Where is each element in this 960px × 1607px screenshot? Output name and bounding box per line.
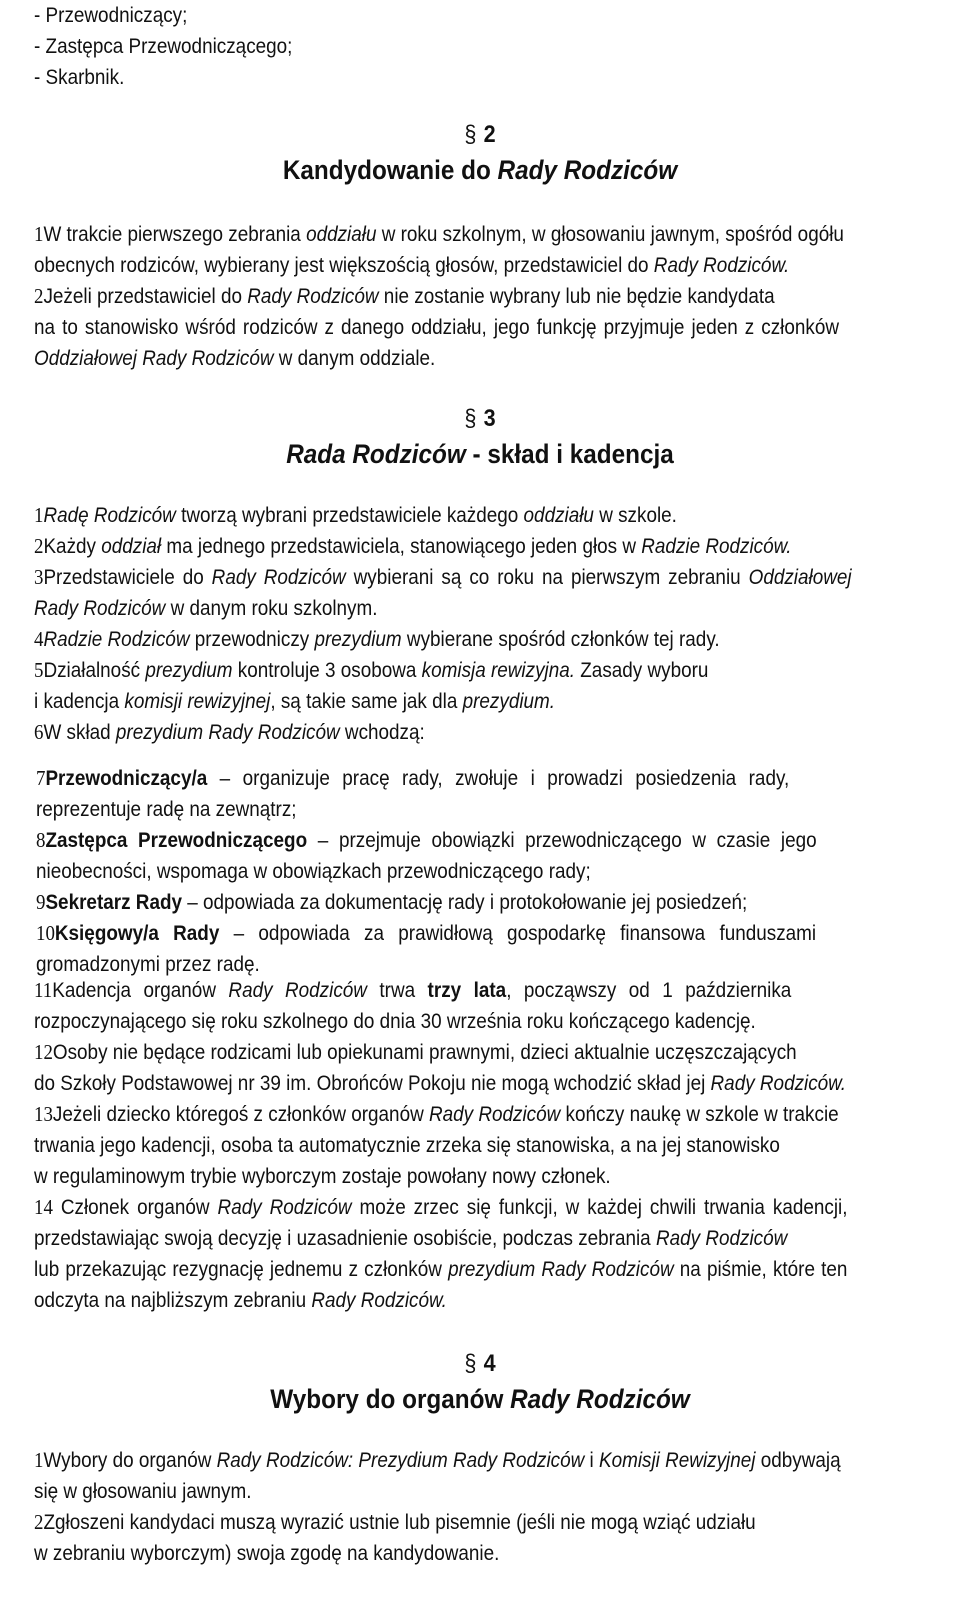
section-3-body: [34, 500, 960, 748]
list-item-line: do Szkoły Podstawowej nr 39 im. Obrońców Pokoju nie mogą wchodzić skład jej Rady Rodziców.: [34, 1072, 847, 1095]
section-number: § 2: [464, 121, 496, 148]
section-title: Kandydowanie do Rady Rodziców: [282, 155, 678, 185]
list-item-line: w regulaminowym trybie wyborczym zostaje powołany nowy członek.: [34, 1165, 611, 1188]
role-item: 7Przewodniczący/a – organizuje pracę rady, zwołuje i prowadzi posiedzenia rady,: [36, 766, 790, 790]
section-symbol: §: [464, 121, 477, 148]
list-item: 1Radę Rodziców tworzą wybrani przedstawiciele każdego oddziału w szkole.: [34, 503, 677, 527]
list-item-line: rozpoczynającego się roku szkolnego do dnia 30 września roku kończącego kadencję.: [34, 1010, 756, 1033]
list-item-line: i kadencja komisji rewizyjnej, są takie same jak dla prezydium.: [34, 690, 556, 713]
role-item: 8Zastępca Przewodniczącego – przejmuje obowiązki przewodniczącego w czasie jego: [36, 828, 817, 852]
list-item-line: lub przekazując rezygnację jednemu z członków prezydium Rady Rodziców na piśmie, które ten: [34, 1258, 848, 1281]
paragraph-line: na to stanowisko wśród rodziców z danego oddziału, jego funkcję przyjmuje jeden z członków: [34, 316, 840, 339]
list-item: 1Wybory do organów Rady Rodziców: Prezydium Rady Rodziców i Komisji Rewizyjnej odbywają: [34, 1448, 841, 1472]
list-item: 5Działalność prezydium kontroluje 3 osobowa komisja rewizyjna. Zasady wyboru: [34, 658, 709, 682]
list-item: 2Zgłoszeni kandydaci muszą wyrazić ustnie lub pisemnie (jeśli nie mogą wziąć udziału: [34, 1510, 756, 1534]
paragraph-line: Oddziałowej Rady Rodziców w danym oddziale.: [34, 347, 436, 370]
paragraph-line: obecnych rodziców, wybierany jest większością głosów, przedstawiciel do Rady Rodziców.: [34, 254, 790, 277]
list-item-line: w zebraniu wyborczym) swoja zgodę na kandydowanie.: [34, 1542, 500, 1565]
prezydium-roles: [36, 763, 960, 980]
list-item: 4Radzie Rodziców przewodniczy prezydium wybierane spośród członków tej rady.: [34, 627, 720, 651]
list-item-line: się w głosowaniu jawnym.: [34, 1480, 252, 1503]
section-title: Rada Rodziców - skład i kadencja: [286, 439, 674, 469]
section-number: § 4: [464, 1350, 496, 1377]
role-item: 9Sekretarz Rady – odpowiada za dokumentację rady i protokołowanie jej posiedzeń;: [36, 890, 748, 914]
section-4-body: [34, 1445, 960, 1569]
section-number: § 3: [464, 405, 496, 432]
section-4-header: [0, 1347, 960, 1417]
role-item-line: nieobecności, wspomaga w obowiązkach przewodniczącego rady;: [36, 860, 591, 883]
section-title: Wybory do organów Rady Rodziców: [270, 1384, 690, 1414]
section-3-body-cont: [34, 975, 960, 1316]
role-item-line: reprezentuje radę na zewnątrz;: [36, 798, 297, 821]
list-item-line: przedstawiając swoją decyzję i uzasadnienie osobiście, podczas zebrania Rady Rodziców: [34, 1227, 788, 1250]
list-item: 6W skład prezydium Rady Rodziców wchodzą:: [34, 720, 425, 744]
paragraph: 2Jeżeli przedstawiciel do Rady Rodziców nie zostanie wybrany lub nie będzie kandydata: [34, 284, 775, 308]
list-item: - Przewodniczący;: [34, 4, 188, 27]
section-symbol: §: [464, 405, 477, 432]
section-symbol: §: [464, 1350, 477, 1377]
list-item: - Skarbnik.: [34, 66, 125, 89]
list-item: 14 Członek organów Rady Rodziców może zrzec się funkcji, w każdej chwili trwania kadencji,: [34, 1195, 848, 1219]
list-item: 13Jeżeli dziecko któregoś z członków organów Rady Rodziców kończy naukę w szkole w trakcie: [34, 1102, 839, 1126]
list-item: 3Przedstawiciele do Rady Rodziców wybierani są co roku na pierwszym zebraniu Oddziałowej: [34, 565, 852, 589]
role-item-line: gromadzonymi przez radę.: [36, 953, 260, 976]
section-3-header: [0, 402, 960, 472]
list-item: 2Każdy oddział ma jednego przedstawiciela, stanowiącego jeden głos w Radzie Rodziców.: [34, 534, 792, 558]
list-item: 11Kadencja organów Rady Rodziców trwa trzy lata, począwszy od 1 października: [34, 978, 792, 1002]
officer-list: [34, 0, 321, 93]
list-item-line: Rady Rodziców w danym roku szkolnym.: [34, 597, 378, 620]
section-2-header: [0, 118, 960, 188]
paragraph: 1W trakcie pierwszego zebrania oddziału w roku szkolnym, w głosowaniu jawnym, spośród ogółu: [34, 222, 844, 246]
section-2-body: [34, 219, 960, 374]
list-item-line: trwania jego kadencji, osoba ta automatycznie zrzeka się stanowiska, a na jej stanowisko: [34, 1134, 780, 1157]
list-item: - Zastępca Przewodniczącego;: [34, 35, 293, 58]
role-item: 10Księgowy/a Rady – odpowiada za prawidłową gospodarkę finansowa funduszami: [36, 921, 817, 945]
list-item-line: odczyta na najbliższym zebraniu Rady Rodziców.: [34, 1289, 447, 1312]
list-item: 12Osoby nie będące rodzicami lub opiekunami prawnymi, dzieci aktualnie uczęszczających: [34, 1040, 797, 1064]
